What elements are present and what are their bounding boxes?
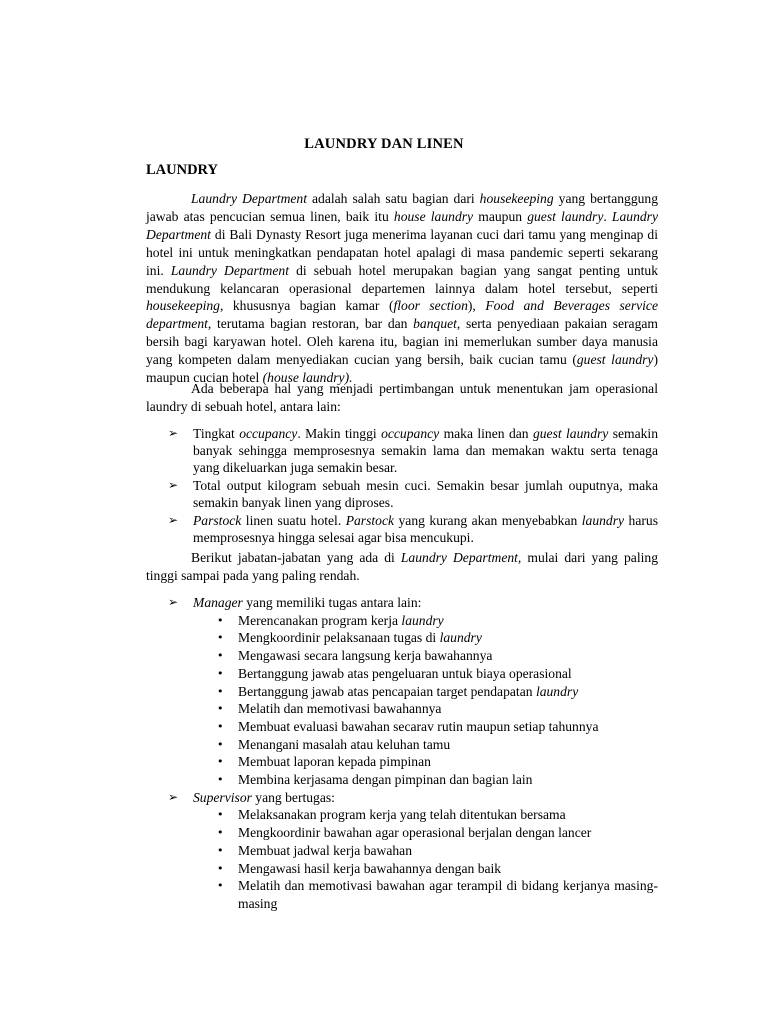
text-run: . Makin tinggi: [297, 426, 382, 441]
dot-bullet-icon: •: [217, 666, 224, 680]
text-run: Bertanggung jawab atas pencapaian target pendapatan: [238, 683, 536, 699]
arrow-bullet-icon: ➢: [168, 478, 179, 493]
text-run: occupancy: [239, 426, 298, 441]
dot-bullet-icon: •: [217, 773, 224, 787]
text-run: laundry: [581, 513, 625, 529]
role-heading: [146, 789, 658, 807]
dot-bullet-icon: •: [217, 879, 224, 893]
text-run: Bertanggung jawab atas pengeluaran untuk biaya operasional: [238, 665, 572, 681]
dot-bullet-icon: •: [217, 737, 224, 751]
dot-bullet-icon: •: [217, 649, 224, 663]
role-heading: [146, 594, 658, 612]
duty-item: [146, 806, 658, 824]
text-run: Melatih dan memotivasi bawahannya: [238, 701, 442, 717]
duty-item: [146, 842, 658, 860]
duty-item: [146, 700, 658, 718]
duty-item: [146, 860, 658, 878]
positions-intro-paragraph: [146, 549, 658, 585]
duty-list: [146, 806, 658, 912]
text-run: Membuat laporan kepada pimpinan: [238, 754, 431, 770]
text-run: , terutama bagian restoran, bar dan: [207, 316, 414, 332]
text-run: linen suatu hotel.: [241, 513, 346, 529]
text-run: Mengawasi secara langsung kerja bawahannya: [238, 648, 493, 664]
section-heading: LAUNDRY: [146, 162, 218, 178]
text-run: Manager: [193, 595, 243, 610]
duty-item: [146, 824, 658, 842]
duty-item: [146, 753, 658, 771]
duty-list: [146, 612, 658, 789]
text-run: di Bali Dynasty Resort juga menerima layanan cuci dari tamu yang menginap di hotel ini untuk meningkatkan pendapatan hotel apalagi di masa pandemic seperti sekarang ini.: [146, 226, 658, 278]
intro-paragraph-block: [146, 190, 658, 387]
text-run: Food and Beverages service department: [146, 298, 658, 332]
text-run: guest laundry: [576, 352, 654, 368]
considerations-intro-block: [146, 380, 658, 416]
text-run: Membina kerjasama dengan pimpinan dan bagian lain: [238, 772, 533, 788]
text-run: yang kurang akan menyebabkan: [394, 513, 582, 529]
text-run: Total output kilogram sebuah mesin cuci. Semakin besar jumlah ouputnya, maka semakin banyak linen yang diproses.: [193, 478, 658, 511]
text-run: Tingkat: [193, 426, 240, 441]
text-run: Berikut jabatan-jabatan yang ada di: [191, 550, 401, 565]
text-run: Ada beberapa hal yang menjadi pertimbangan untuk menentukan jam operasional laundry di sebuah hotel, antara lain:: [146, 381, 658, 414]
dot-bullet-icon: •: [217, 631, 224, 645]
text-run: ) maupun cucian hotel: [146, 352, 658, 386]
text-run: laundry: [401, 612, 444, 628]
dot-bullet-icon: •: [217, 755, 224, 769]
arrow-bullet-icon: ➢: [168, 513, 179, 528]
intro-paragraph: [146, 190, 658, 387]
text-run: laundry: [535, 683, 579, 699]
considerations-list: [146, 425, 658, 547]
text-run: Mengkoordinir pelaksanaan tugas di: [238, 630, 440, 646]
text-run: occupancy: [381, 426, 440, 441]
duty-item: [146, 877, 658, 912]
text-run: Parstock: [345, 513, 395, 529]
text-run: Membuat jadwal kerja bawahan: [238, 842, 413, 858]
dot-bullet-icon: •: [217, 808, 224, 822]
text-run: adalah salah satu bagian dari: [307, 191, 480, 206]
dot-bullet-icon: •: [217, 843, 224, 857]
dot-bullet-icon: •: [217, 826, 224, 840]
duty-item: [146, 612, 658, 630]
text-run: yang bertugas:: [251, 789, 335, 805]
duty-item: [146, 718, 658, 736]
dot-bullet-icon: •: [217, 861, 224, 875]
text-run: guest laundry: [527, 208, 604, 224]
list-item: [146, 477, 658, 511]
dot-bullet-icon: •: [217, 719, 224, 733]
positions-intro-block: [146, 549, 658, 585]
dot-bullet-icon: •: [217, 684, 224, 698]
text-run: semakin banyak sehingga memprosesnya semakin lama dan memakan waktu serta tenaga yang dikeluarkan juga semakin besar.: [193, 426, 659, 476]
text-run: Laundry Department,: [400, 550, 522, 565]
document-title: LAUNDRY DAN LINEN: [304, 136, 464, 152]
list-item: [146, 425, 658, 477]
text-run: , khususnya bagian kamar (: [219, 298, 394, 314]
text-run: Supervisor: [193, 789, 252, 805]
text-run: Membuat evaluasi bawahan secarav rutin maupun setiap tahunnya: [238, 718, 599, 734]
text-run: housekeeping: [479, 191, 554, 206]
text-run: (house laundry).: [262, 370, 353, 386]
text-run: Mengkoordinir bawahan agar operasional berjalan dengan lancer: [238, 825, 592, 841]
text-run: Laundry Department: [191, 191, 308, 206]
text-run: Laundry Department: [170, 262, 289, 278]
text-run: mulai dari yang paling tinggi sampai pada yang paling rendah.: [146, 550, 658, 583]
text-run: .: [603, 208, 612, 224]
dot-bullet-icon: •: [217, 702, 224, 716]
text-run: di sebuah hotel merupakan bagian yang sangat penting untuk mendukung kelancaran operasional departemen lainnya dalam hotel tersebut, seperti: [146, 262, 658, 296]
text-run: Parstock: [193, 513, 242, 529]
text-run: ),: [467, 298, 486, 314]
arrow-bullet-icon: ➢: [168, 426, 179, 440]
text-run: house laundry: [393, 208, 474, 224]
text-run: Melaksanakan program kerja yang telah ditentukan bersama: [238, 807, 566, 823]
duty-item: [146, 736, 658, 754]
dot-bullet-icon: •: [217, 613, 224, 627]
duty-item: [146, 665, 658, 683]
text-run: floor section: [393, 298, 468, 314]
list-item: [146, 512, 658, 546]
text-run: banquet: [413, 316, 457, 332]
arrow-bullet-icon: ➢: [168, 789, 179, 804]
duty-item: [146, 629, 658, 647]
text-run: , serta penyediaan pakaian seragam bersih bagi karyawan hotel. Oleh karena itu, bagian ini memerlukan sumber daya manusia yang kompeten dalam menyediakan cucian yang bersih, baik cucian tamu (: [146, 316, 658, 368]
text-run: yang bertanggung jawab atas pencucian semua linen, baik itu: [146, 191, 659, 224]
text-run: Merencanakan program kerja: [238, 612, 402, 628]
text-run: Melatih dan memotivasi bawahan agar terampil di bidang kerjanya masing-masing: [238, 878, 658, 911]
duty-item: [146, 683, 658, 701]
text-run: Mengawasi hasil kerja bawahannya dengan baik: [238, 860, 502, 876]
roles-list: [146, 594, 658, 913]
text-run: guest laundry: [532, 426, 609, 441]
text-run: housekeeping: [146, 298, 220, 314]
text-run: harus memprosesnya hingga selesai agar bisa mencukupi.: [193, 513, 658, 546]
text-run: maupun: [473, 208, 528, 224]
text-run: Menangani masalah atau keluhan tamu: [238, 736, 451, 752]
considerations-intro-paragraph: [146, 380, 658, 416]
duty-item: [146, 647, 658, 665]
text-run: laundry: [439, 630, 482, 646]
text-run: yang memiliki tugas antara lain:: [242, 595, 422, 610]
text-run: maka linen dan: [439, 426, 533, 441]
duty-item: [146, 771, 658, 789]
arrow-bullet-icon: ➢: [168, 595, 179, 609]
text-run: Laundry Department: [146, 208, 658, 242]
